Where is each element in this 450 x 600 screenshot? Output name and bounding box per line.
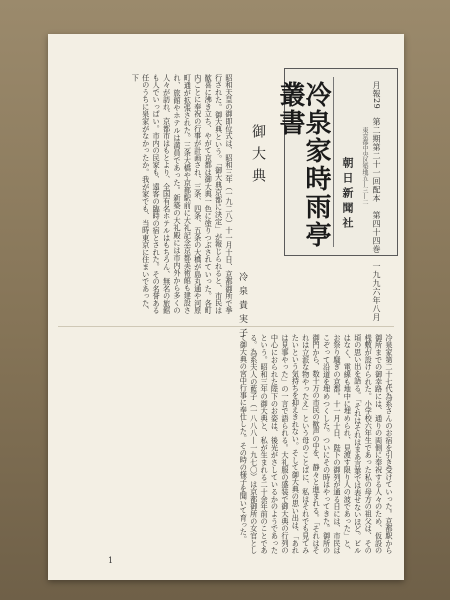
publisher-name: 朝日新聞社 (341, 157, 354, 232)
essay-body-bottom: 冷泉家第二十七代為系さんのお宿を引き受けていった。京都駅から御所までの御幸路には、通りの両側に奉祝する人々のため、仮設の桟敷が設けられた。小学校六年生であった私の母方の祖父は、その頃の思い出を語る。「それはそれはまあ言葉では表せないほど。ビルはなく、電線も地中に埋められ、見渡す限り人の波であった」と、お祭り騒ぎの京都。十一月十日、陛下の御列が通る日には、市民はこぞって沿道を埋めつくした。ついにその時はやってきた。御所の御門から、数十万の市民の歓声の中を、静々と進まれる。「それはそれは立派な物やったえ」という母のことばに、私はそれでも見てみたいという気持ちを抑えきれない。そして御大典の思い出は、「あれは見事やった」の一言で語られる。大礼服の盛装で御大典の行列の中心におられた陛下のお姿は、後光がさしているかのようであったという。昭和三年の御大典と、私が生まれる二十余年前のことである。為系夫人の藍子（一八八八―一九七〇）は京都御所の女官として御大典の宮中行事に奉仕した。その時の様子を聞いて育った。 (239, 334, 394, 554)
essay-title: 御大典 (250, 124, 266, 190)
masthead-box (275, 68, 398, 322)
masthead-title: 冷泉家時雨亭叢書 (275, 81, 331, 249)
page-number: 1 (108, 556, 114, 565)
publisher-address: 東京都中央区築地五―三―二 (361, 127, 368, 205)
masthead-divider (333, 77, 334, 247)
newsletter-page (48, 34, 404, 580)
column-divider (58, 326, 394, 327)
essay-author: 冷泉貴実子 (237, 272, 247, 342)
essay-body-top: 昭和天皇の御即位式は、昭和三年（一九二八）十一月十日、京都御所で挙行された。御大典という。「御大典京都に決定」が報じられると、市民は歓喜に沸き立ち、やがて京都は御大典一色に塗りつぶされていった。各町内ごとに奉祝の行事が計画され、三条、四条、五条の大橋が島丸通や河原町通が拡張された。三条大橋や京都駅前に大礼記念京都美術館も建設され、旅館やホテルは満員であった。新築の大礼殿には市内外から多くの人々が訪れ、京都市はもとより、全国有名ホテルはもちろん、無名の旅館も人でいっぱい。市内の民家も、遠客の臨時の宿とされた。その名誉ある任のうちに泉家がなかったか。我が家でも、当時東京に住まいであった、下 (131, 74, 234, 314)
issue-info: 月報29 第二期第二十一回配本 第四十四巻 一九九六年八月 (372, 81, 381, 322)
